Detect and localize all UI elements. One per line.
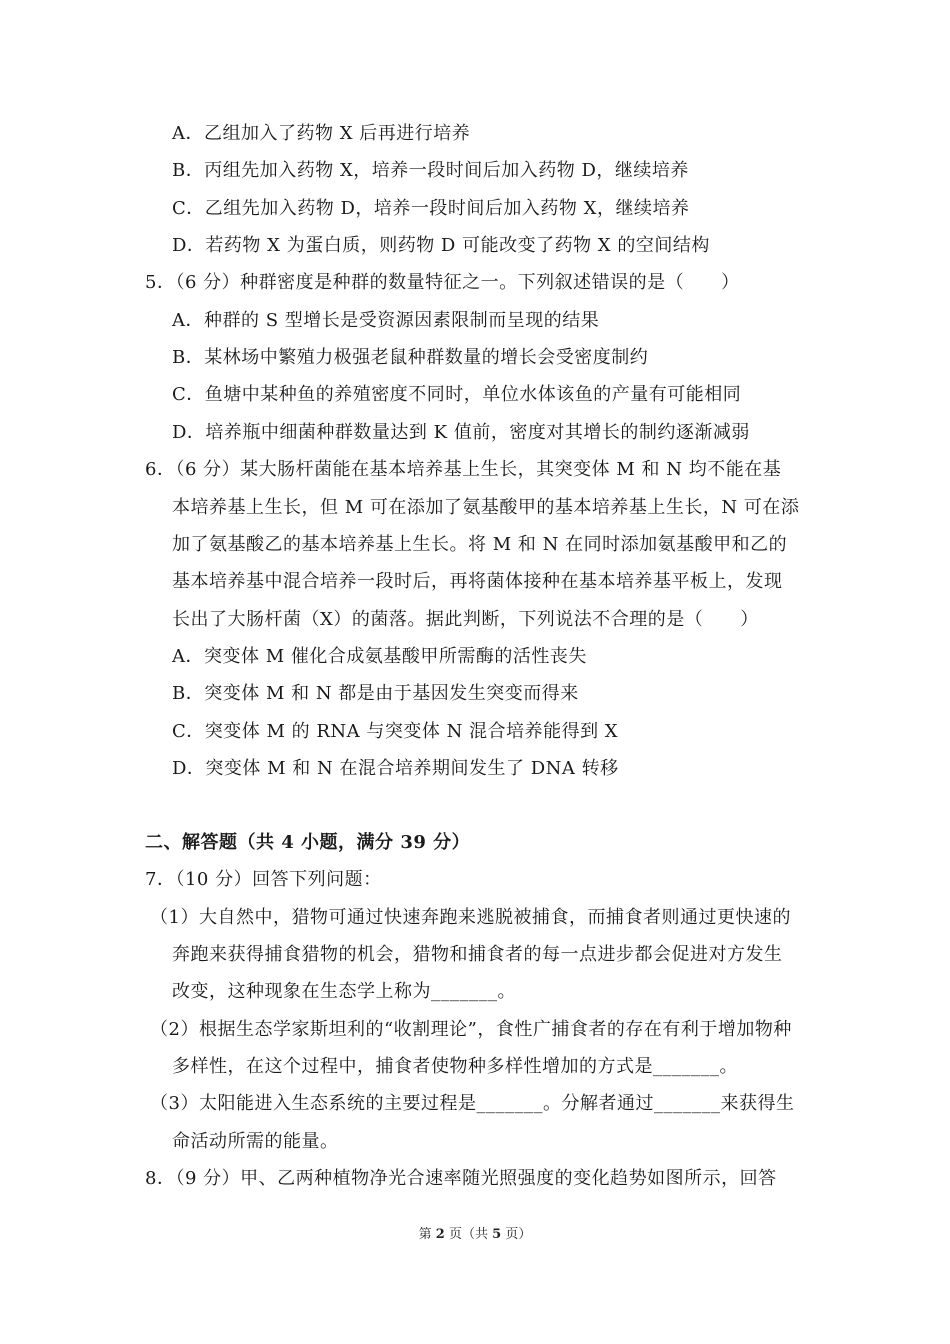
q7-part2-line-2: 多样性，在这个过程中，捕食者使物种多样性增加的方式是_______。	[172, 1056, 738, 1077]
q5-option-d: D．培养瓶中细菌种群数量达到 K 值前，密度对其增长的制约逐渐减弱	[172, 422, 750, 443]
q6-stem-line-4: 基本培养基中混合培养一段时后，再将菌体接种在基本培养基平板上，发现	[172, 571, 783, 592]
q4-option-d: D．若药物 X 为蛋白质，则药物 D 可能改变了药物 X 的空间结构	[172, 235, 710, 256]
footer-suffix: 页）	[505, 1227, 532, 1242]
footer-total-pages: 5	[492, 1227, 502, 1242]
q6-option-d: D．突变体 M 和 N 在混合培养期间发生了 DNA 转移	[172, 758, 619, 779]
q5-option-b: B．某林场中繁殖力极强老鼠种群数量的增长会受密度制约	[172, 347, 649, 368]
section-2-heading: 二、解答题（共 4 小题，满分 39 分）	[145, 832, 471, 853]
page-footer	[0, 1226, 950, 1244]
q6-option-a: A．突变体 M 催化合成氨基酸甲所需酶的活性丧失	[172, 646, 587, 667]
footer-prefix: 第	[418, 1227, 432, 1242]
q6-stem-line-3: 加了氨基酸乙的基本培养基上生长。将 M 和 N 在同时添加氨基酸甲和乙的	[172, 534, 788, 555]
q4-option-c: C．乙组先加入药物 D，培养一段时间后加入药物 X，继续培养	[172, 198, 690, 219]
q7-part2-line-1: （2）根据生态学家斯坦利的“收割理论”，食性广捕食者的存在有利于增加物种	[150, 1019, 792, 1040]
q5-option-a: A．种群的 S 型增长是受资源因素限制而呈现的结果	[172, 310, 600, 331]
q6-stem-line-2: 本培养基上生长，但 M 可在添加了氨基酸甲的基本培养基上生长，N 可在添	[172, 497, 800, 518]
q5-stem: 5．（6 分）种群密度是种群的数量特征之一。下列叙述错误的是（ ）	[145, 272, 740, 293]
q7-part1-line-1: （1）大自然中，猎物可通过快速奔跑来逃脱被捕食，而捕食者则通过更快速的	[150, 907, 791, 928]
q7-stem: 7．（10 分）回答下列问题：	[145, 869, 382, 890]
q8-stem: 8．（9 分）甲、乙两种植物净光合速率随光照强度的变化趋势如图所示，回答	[145, 1168, 777, 1189]
q7-part1-line-2: 奔跑来获得捕食猎物的机会，猎物和捕食者的每一点进步都会促进对方发生	[172, 944, 783, 965]
q7-part3-line-1: （3）太阳能进入生态系统的主要过程是_______。分解者通过_______来获得生	[150, 1093, 795, 1114]
q4-option-a: A．乙组加入了药物 X 后再进行培养	[172, 123, 471, 144]
q6-stem-line-1: 6．（6 分）某大肠杆菌能在基本培养基上生长，其突变体 M 和 N 均不能在基	[145, 459, 782, 480]
q7-part3-line-2: 命活动所需的能量。	[172, 1131, 339, 1152]
footer-page-number: 2	[435, 1227, 445, 1242]
footer-middle: 页（共	[448, 1227, 488, 1242]
q6-stem-line-5: 长出了大肠杆菌（X）的菌落。据此判断，下列说法不合理的是（ ）	[172, 609, 759, 630]
q6-option-b: B．突变体 M 和 N 都是由于基因发生突变而得来	[172, 683, 579, 704]
q4-option-b: B．丙组先加入药物 X，培养一段时间后加入药物 D，继续培养	[172, 160, 689, 181]
q6-option-c: C．突变体 M 的 RNA 与突变体 N 混合培养能得到 X	[172, 721, 619, 742]
q5-option-c: C．鱼塘中某种鱼的养殖密度不同时，单位水体该鱼的产量有可能相同	[172, 384, 742, 405]
q7-part1-line-3: 改变，这种现象在生态学上称为_______。	[172, 981, 516, 1002]
